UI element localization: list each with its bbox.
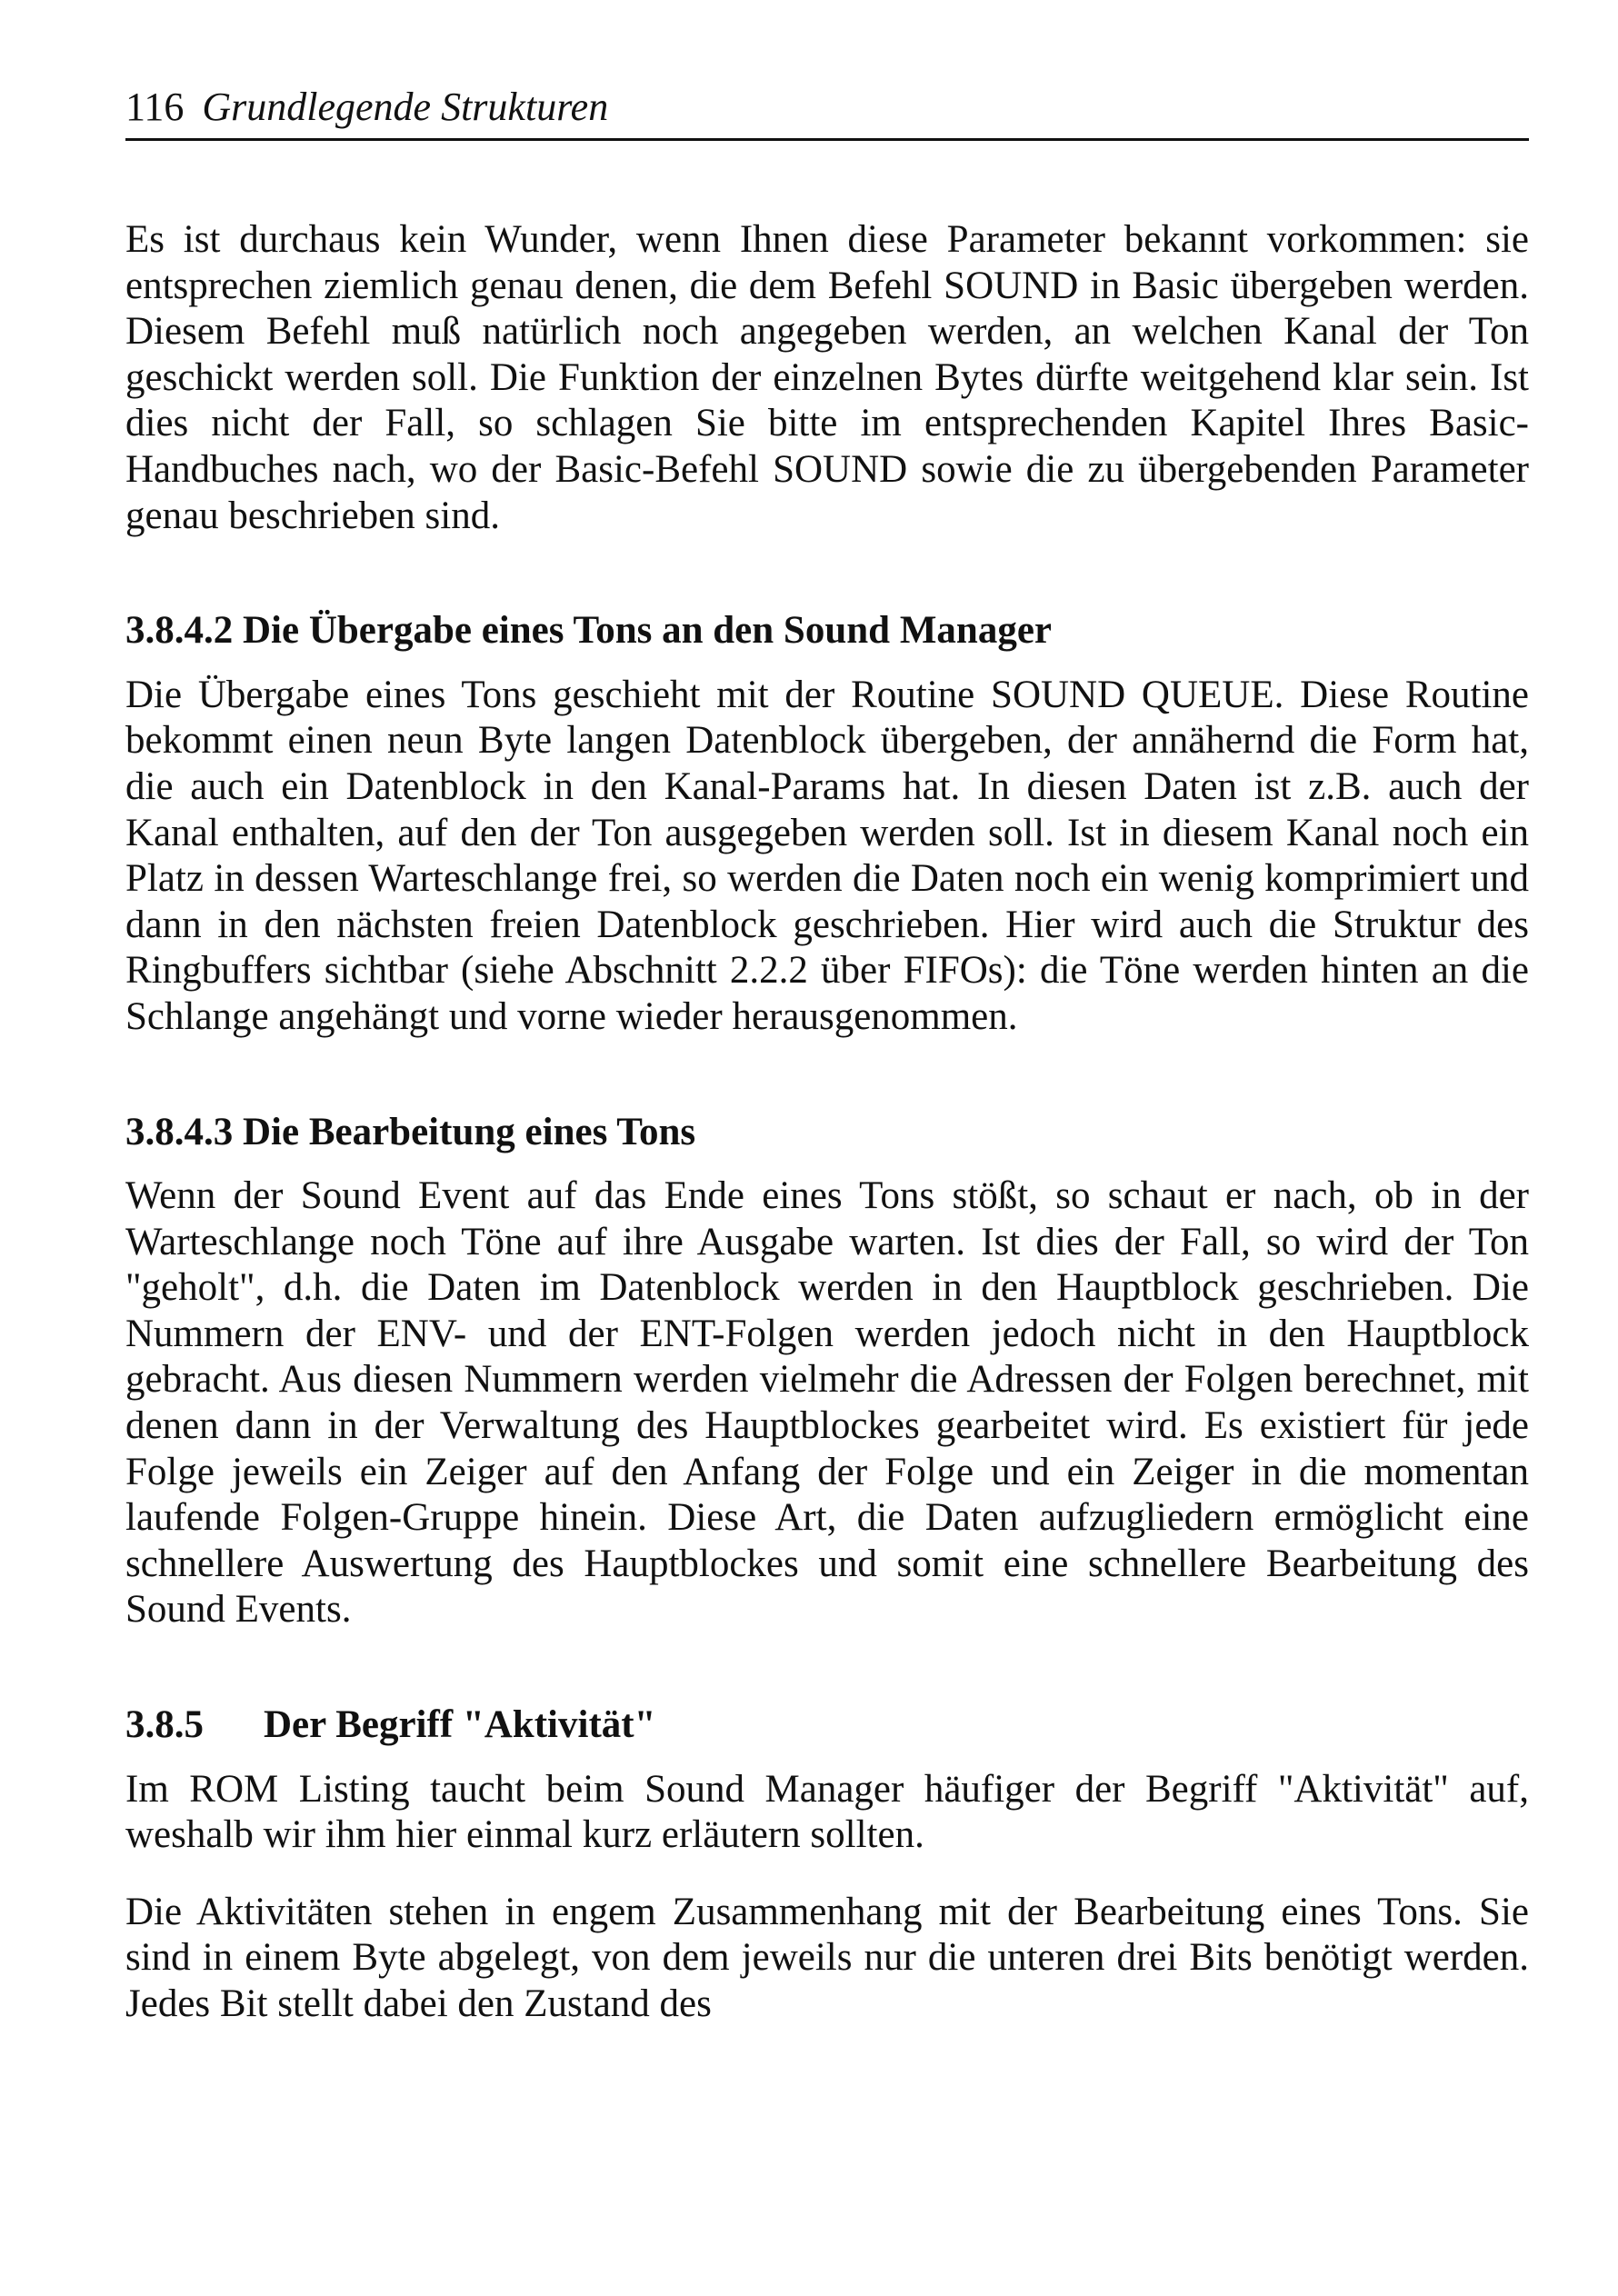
section-title: Die Bearbeitung eines Tons <box>243 1110 696 1153</box>
paragraph-activity-intro: Im ROM Listing taucht beim Sound Manager häufiger der Begriff "Aktivität" auf, weshalb wir ihm hier einmal kurz erläutern sollten. <box>125 1767 1529 1857</box>
section-heading-3-8-4-2 <box>125 608 1529 654</box>
section-title: Die Übergabe eines Tons an den Sound Manager <box>243 609 1053 653</box>
page-number: 116 <box>125 85 185 129</box>
book-page <box>125 84 1529 2028</box>
section-number: 3.8.5 <box>125 1703 204 1747</box>
section-title: Der Begriff "Aktivität" <box>264 1703 656 1747</box>
running-title: Grundlegende Strukturen <box>202 85 609 129</box>
section-heading-3-8-5 <box>125 1702 1529 1749</box>
section-heading-3-8-4-3 <box>125 1110 1529 1156</box>
running-header <box>125 84 1529 141</box>
paragraph-activity-bits: Die Aktivitäten stehen in engem Zusammenhang mit der Bearbeitung eines Tons. Sie sind in einem Byte abgelegt, von dem jeweils nur die unteren drei Bits benötigt werden. Jedes Bit stellt dabei den Zustand des <box>125 1890 1529 2025</box>
paragraph-sound-parameters: Es ist durchaus kein Wunder, wenn Ihnen diese Parameter bekannt vorkommen: sie entsprechen ziemlich genau denen, die dem Befehl SOUND in Basic übergeben werden. Diesem Befehl muß natürlich noch angegeben werden, an welchen Kanal der Ton geschickt werden soll. Die Funktion der einzelnen Bytes dürfte weitgehend klar sein. Ist dies nicht der Fall, so schlagen Sie bitte im entsprechenden Kapitel Ihres Basic-Handbuches nach, wo der Basic-Befehl SOUND sowie die zu übergebenden Parameter genau beschrieben sind. <box>125 218 1529 537</box>
paragraph-sound-queue: Die Übergabe eines Tons geschieht mit der Routine SOUND QUEUE. Diese Routine bekommt einen neun Byte langen Datenblock übergeben, der annähernd die Form hat, die auch ein Datenblock in den Kanal-Params hat. In diesen Daten ist z.B. auch der Kanal enthalten, auf den der Ton ausgegeben werden soll. Ist in diesem Kanal noch ein Platz in dessen Warteschlange frei, so werden die Daten noch ein wenig komprimiert und dann in den nächsten freien Datenblock geschrieben. Hier wird auch die Struktur des Ringbuffers sichtbar (siehe Abschnitt 2.2.2 über FIFOs): die Töne werden hinten an die Schlange angehängt und vorne wieder herausgenommen. <box>125 673 1529 1038</box>
section-number: 3.8.4.2 <box>125 609 234 653</box>
section-number: 3.8.4.3 <box>125 1110 234 1153</box>
paragraph-tone-processing: Wenn der Sound Event auf das Ende eines Tons stößt, so schaut er nach, ob in der Warteschlange noch Töne auf ihre Ausgabe warten. Ist dies der Fall, so wird der Ton "geholt", d.h. die Daten im Datenblock werden in den Hauptblock geschrieben. Die Nummern der ENV- und der ENT-Folgen werden jedoch nicht in den Hauptblock gebracht. Aus diesen Nummern werden vielmehr die Adressen der Folgen berechnet, mit denen dann in der Verwaltung des Hauptblockes gearbeitet wird. Es existiert für jede Folge jeweils ein Zeiger auf den Anfang der Folge und ein Zeiger in die momentan laufende Folgen-Gruppe hinein. Diese Art, die Daten aufzugliedern ermöglicht eine schnellere Auswertung des Hauptblockes und somit eine schnellere Bearbeitung des Sound Events. <box>125 1174 1529 1632</box>
